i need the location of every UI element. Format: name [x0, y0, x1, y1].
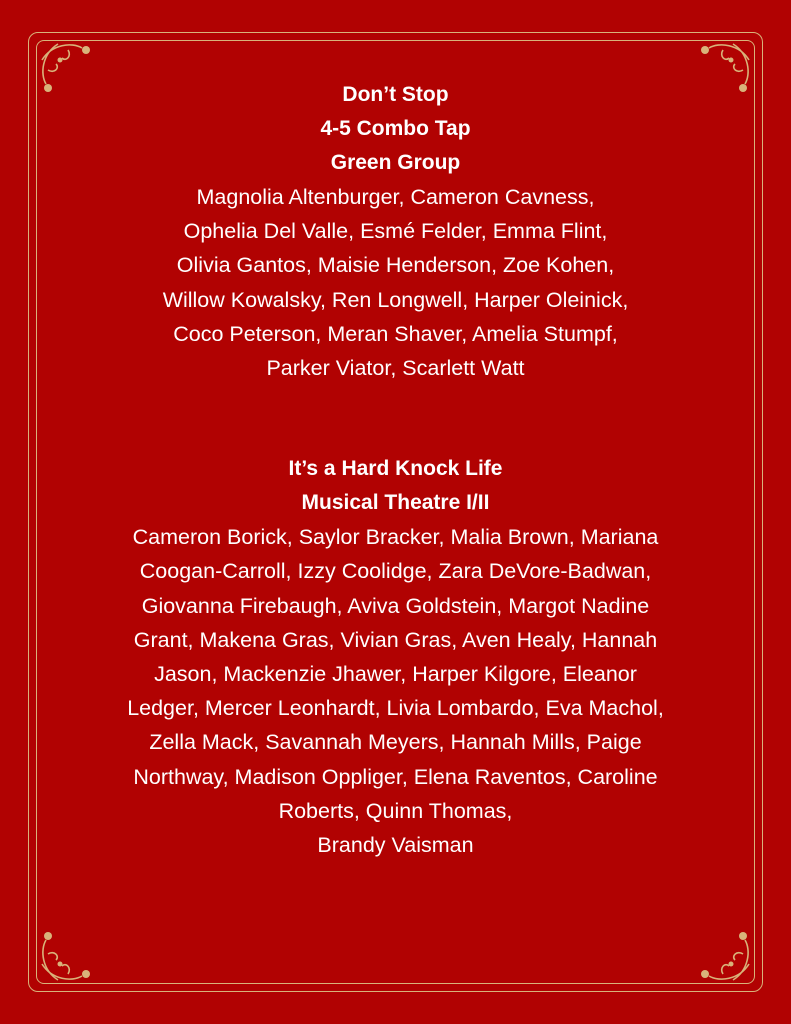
group-name: Green Group	[330, 151, 461, 174]
dancer-line: Zella Mack, Savannah Meyers, Hannah Mills, Paige	[149, 730, 642, 755]
routine-section-dont-stop	[40, 78, 751, 385]
dancer-line: Parker Viator, Scarlett Watt	[266, 356, 525, 381]
dancer-line: Ophelia Del Valle, Esmé Felder, Emma Flint,	[183, 219, 608, 244]
dancer-line: Coogan-Carroll, Izzy Coolidge, Zara DeVore-Badwan,	[139, 559, 652, 584]
class-name: Musical Theatre I/II	[301, 491, 490, 515]
dancer-line: Olivia Gantos, Maisie Henderson, Zoe Kohen,	[176, 253, 615, 278]
dancer-line: Grant, Makena Gras, Vivian Gras, Aven Healy, Hannah	[133, 627, 658, 652]
corner-flourish-icon	[38, 914, 108, 984]
dancer-line: Cameron Borick, Saylor Bracker, Malia Brown, Mariana	[132, 525, 659, 550]
dancer-list	[40, 180, 751, 385]
dancer-line: Jason, Mackenzie Jhawer, Harper Kilgore, Eleanor	[154, 662, 637, 687]
dancer-list	[40, 520, 751, 862]
dancer-line: Ledger, Mercer Leonhardt, Livia Lombardo, Eva Machol,	[127, 696, 664, 721]
routine-section-hard-knock-life	[40, 452, 751, 862]
dancer-line: Coco Peterson, Meran Shaver, Amelia Stumpf,	[173, 321, 618, 346]
dancer-line: Magnolia Altenburger, Cameron Cavness,	[196, 185, 595, 209]
dancer-line: Northway, Madison Oppliger, Elena Raventos, Caroline	[133, 764, 658, 789]
routine-title: Don’t Stop	[342, 83, 449, 106]
dancer-line: Giovanna Firebaugh, Aviva Goldstein, Margot Nadine	[141, 593, 650, 618]
dancer-line: Roberts, Quinn Thomas,	[278, 798, 513, 823]
routine-title: It’s a Hard Knock Life	[288, 457, 503, 481]
program-content	[40, 78, 751, 862]
class-name: 4-5 Combo Tap	[320, 117, 471, 140]
dancer-line: Willow Kowalsky, Ren Longwell, Harper Oleinick,	[162, 287, 629, 312]
corner-flourish-icon	[683, 914, 753, 984]
dancer-line: Brandy Vaisman	[317, 833, 474, 858]
